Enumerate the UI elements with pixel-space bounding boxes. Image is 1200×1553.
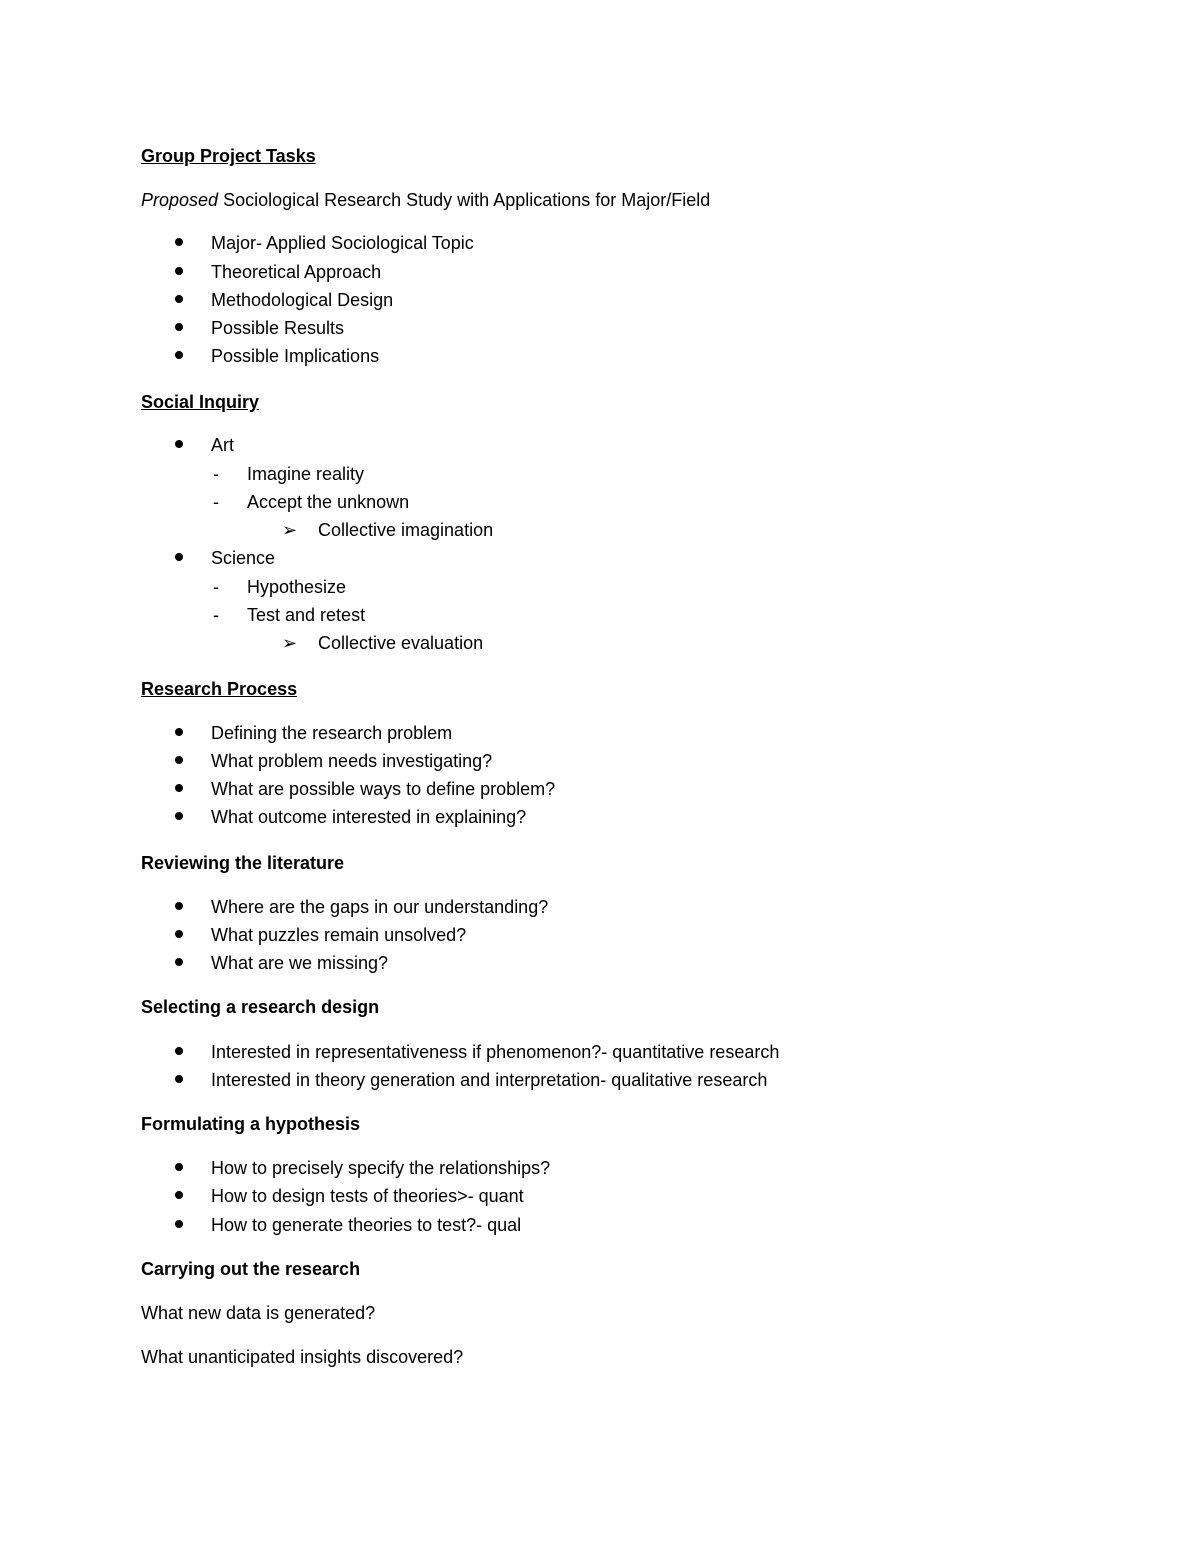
bullet-icon bbox=[175, 1220, 183, 1228]
carrying-out-heading: Carrying out the research bbox=[141, 1259, 361, 1279]
dash-marker: - bbox=[213, 605, 219, 625]
list-item: What are we missing? bbox=[211, 953, 389, 973]
arrow-bullet-icon: ➢ bbox=[282, 520, 298, 540]
bullet-icon bbox=[175, 440, 183, 448]
bullet-icon bbox=[175, 756, 183, 764]
list-item: How to generate theories to test?- qual bbox=[211, 1215, 522, 1235]
list-item: What puzzles remain unsolved? bbox=[211, 925, 467, 945]
list-item: What problem needs investigating? bbox=[211, 751, 493, 771]
bullet-icon bbox=[175, 351, 183, 359]
intro-text: Sociological Research Study with Applications for Major/Field bbox=[218, 190, 711, 210]
list-item: Where are the gaps in our understanding? bbox=[211, 897, 549, 917]
bullet-icon bbox=[175, 728, 183, 736]
sub-item: Imagine reality bbox=[247, 464, 365, 484]
list-item-science: Science bbox=[211, 548, 276, 568]
list-item: Major- Applied Sociological Topic bbox=[211, 233, 474, 253]
research-process-heading: Research Process bbox=[141, 679, 298, 699]
sub-sub-item: Collective imagination bbox=[318, 520, 494, 540]
group-project-intro bbox=[141, 188, 710, 212]
design-heading: Selecting a research design bbox=[141, 997, 380, 1017]
dash-marker: - bbox=[213, 464, 219, 484]
intro-emphasis: Proposed bbox=[141, 190, 219, 210]
list-item: Theoretical Approach bbox=[211, 262, 382, 282]
list-item: Possible Results bbox=[211, 318, 345, 338]
bullet-icon bbox=[175, 784, 183, 792]
list-item: How to precisely specify the relationships? bbox=[211, 1158, 551, 1178]
bullet-icon bbox=[175, 553, 183, 561]
bullet-icon bbox=[175, 1191, 183, 1199]
bullet-icon bbox=[175, 958, 183, 966]
bullet-icon bbox=[175, 238, 183, 246]
literature-heading: Reviewing the literature bbox=[141, 853, 345, 873]
sub-item: Hypothesize bbox=[247, 577, 347, 597]
list-item: Defining the research problem bbox=[211, 723, 453, 743]
group-project-heading: Group Project Tasks bbox=[141, 146, 316, 166]
bullet-icon bbox=[175, 930, 183, 938]
list-item: How to design tests of theories>- quant bbox=[211, 1186, 524, 1206]
arrow-bullet-icon: ➢ bbox=[282, 633, 298, 653]
dash-marker: - bbox=[213, 577, 219, 597]
bullet-icon bbox=[175, 1075, 183, 1083]
sub-item: Accept the unknown bbox=[247, 492, 410, 512]
bullet-icon bbox=[175, 295, 183, 303]
social-inquiry-heading: Social Inquiry bbox=[141, 392, 260, 412]
bullet-icon bbox=[175, 812, 183, 820]
bullet-icon bbox=[175, 267, 183, 275]
bullet-icon bbox=[175, 323, 183, 331]
hypothesis-heading: Formulating a hypothesis bbox=[141, 1114, 361, 1134]
list-item: Interested in theory generation and interpretation- qualitative research bbox=[211, 1070, 768, 1090]
bullet-icon bbox=[175, 1047, 183, 1055]
sub-item: Test and retest bbox=[247, 605, 366, 625]
bullet-icon bbox=[175, 902, 183, 910]
list-item: Possible Implications bbox=[211, 346, 380, 366]
paragraph-line: What unanticipated insights discovered? bbox=[141, 1347, 464, 1367]
dash-marker: - bbox=[213, 492, 219, 512]
sub-sub-item: Collective evaluation bbox=[318, 633, 484, 653]
paragraph-line: What new data is generated? bbox=[141, 1303, 376, 1323]
bullet-icon bbox=[175, 1163, 183, 1171]
list-item: Interested in representativeness if phenomenon?- quantitative research bbox=[211, 1042, 780, 1062]
list-item: What are possible ways to define problem? bbox=[211, 779, 556, 799]
list-item-art: Art bbox=[211, 435, 235, 455]
list-item: What outcome interested in explaining? bbox=[211, 807, 527, 827]
list-item: Methodological Design bbox=[211, 290, 394, 310]
